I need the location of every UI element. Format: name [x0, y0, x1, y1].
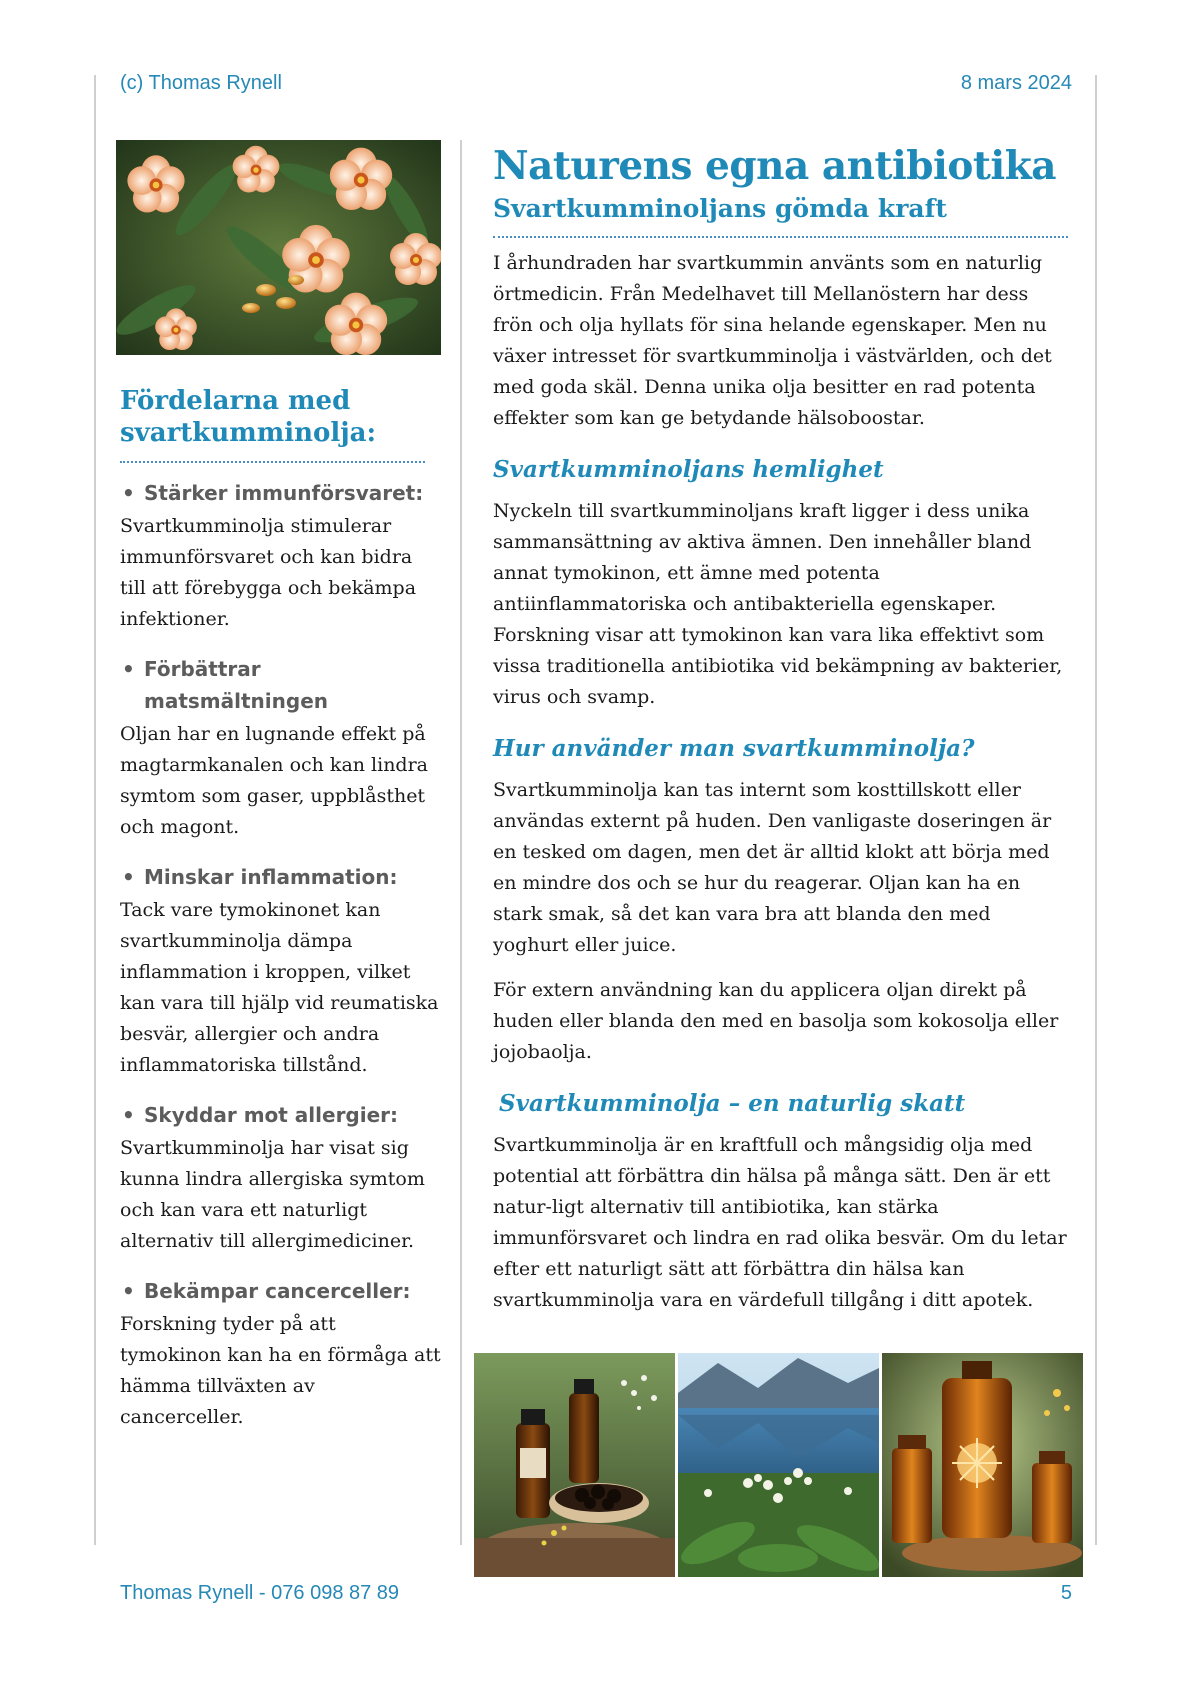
section-heading: Svartkumminoljans hemlighet [493, 456, 884, 483]
benefit-text: Oljan har en lugnande effekt på magtarmkanalen och kan lindra symtom som gaser, uppblåsthet och magont. [120, 723, 429, 838]
amber-bottles-image [882, 1353, 1083, 1577]
benefit-title: Stärker immunförsvaret: [144, 481, 424, 505]
list-item [120, 861, 441, 1081]
article-subtitle: Svartkumminoljans gömda kraft [493, 194, 947, 223]
image-gallery [474, 1353, 1083, 1577]
hero-image [116, 140, 441, 355]
bullet-icon: • [122, 657, 135, 681]
article-title: Naturens egna antibiotika [493, 143, 1056, 189]
column-divider [460, 140, 462, 1545]
section-heading: Svartkumminolja – en naturlig skatt [499, 1090, 966, 1117]
page-number: 5 [1060, 1582, 1072, 1604]
benefits-list [120, 477, 441, 1433]
list-item [120, 653, 441, 843]
section-paragraph: Svartkumminolja kan tas internt som kosttillskott eller användas externt på huden. Den vanligaste doseringen är en tesked om dagen, men det är alltid klokt att börja med en mindre dos och se hur du reagerar. Oljan kan ha en stark smak, så det kan vara bra att blanda den med yoghurt eller juice. [493, 779, 1052, 956]
benefit-text: Forskning tyder på att tymokinon kan ha en förmåga att hämma tillväxten av cancerceller. [120, 1313, 441, 1428]
title-divider [493, 236, 1068, 238]
benefit-title: Skyddar mot allergier: [144, 1103, 399, 1127]
list-item [120, 1099, 441, 1257]
copyright: (c) Thomas Rynell [120, 72, 282, 94]
section-paragraph: För extern användning kan du applicera oljan direkt på huden eller blanda den med en basolja som kokosolja eller jojobaolja. [493, 979, 1059, 1063]
article [493, 140, 1068, 1316]
benefit-title: Bekämpar cancerceller: [144, 1279, 411, 1303]
benefit-title: Förbättrar matsmältningen [144, 657, 329, 713]
oil-bottles-image [474, 1353, 675, 1577]
benefit-text: Svartkumminolja har visat sig kunna lindra allergiska symtom och kan vara ett naturligt alternativ till allergimediciner. [120, 1137, 425, 1252]
section-paragraph: Svartkumminolja är en kraftfull och mångsidig olja med potential att förbättra din hälsa på många sätt. Den är ett natur-ligt alternativ till antibiotika, kan stärka immunförsvaret och lindra en rad olika besvär. Om du letar efter ett naturligt sätt att förbättra din hälsa kan svartkumminolja vara en värdefull tillgång i ditt apotek. [493, 1134, 1067, 1311]
benefit-title: Minskar inflammation: [144, 865, 398, 889]
section-heading: Hur använder man svartkumminolja? [493, 735, 975, 762]
heading-divider [120, 461, 425, 463]
section-paragraph: Nyckeln till svartkumminoljans kraft ligger i dess unika sammansättning av aktiva ämnen. Den innehåller bland annat tymokinon, ett ämne med potenta antiinflammatoriska och antibakteriella egenskaper. Forskning visar att tymokinon kan vara lika effektivt som vissa traditionella antibiotika vid bekämpning av bakterier, virus och svamp. [493, 500, 1063, 708]
mountain-lake-image [678, 1353, 879, 1577]
benefit-text: Svartkumminolja stimulerar immunförsvaret och kan bidra till att förebygga och bekämpa infektioner. [120, 515, 417, 630]
benefit-text: Tack vare tymokinonet kan svartkumminolja dämpa inflammation i kroppen, vilket kan vara till hjälp vid reumatiska besvär, allergier och andra inflammatoriska tillstånd. [120, 899, 439, 1076]
list-item [120, 477, 441, 635]
left-margin-rule [94, 75, 96, 1545]
list-item [120, 1275, 441, 1433]
right-margin-rule [1095, 75, 1097, 1545]
benefits-heading: Fördelarna med svartkumminolja: [120, 386, 377, 448]
bullet-icon: • [122, 1279, 135, 1303]
date: 8 mars 2024 [960, 72, 1072, 94]
bullet-icon: • [122, 1103, 135, 1127]
benefits-column [116, 140, 441, 1451]
intro-paragraph: I århundraden har svartkummin använts som en naturlig örtmedicin. Från Medelhavet till Mellanöstern har dess frön och olja hyllats för sina helande egenskaper. Men nu växer intresset för svartkumminolja i västvärlden, och det med goda skäl. Denna unika olja besitter en rad potenta effekter som kan ge betydande hälsoboostar. [493, 252, 1052, 429]
bullet-icon: • [122, 865, 135, 889]
bullet-icon: • [122, 481, 135, 505]
footer-contact: Thomas Rynell - 076 098 87 89 [120, 1582, 400, 1604]
